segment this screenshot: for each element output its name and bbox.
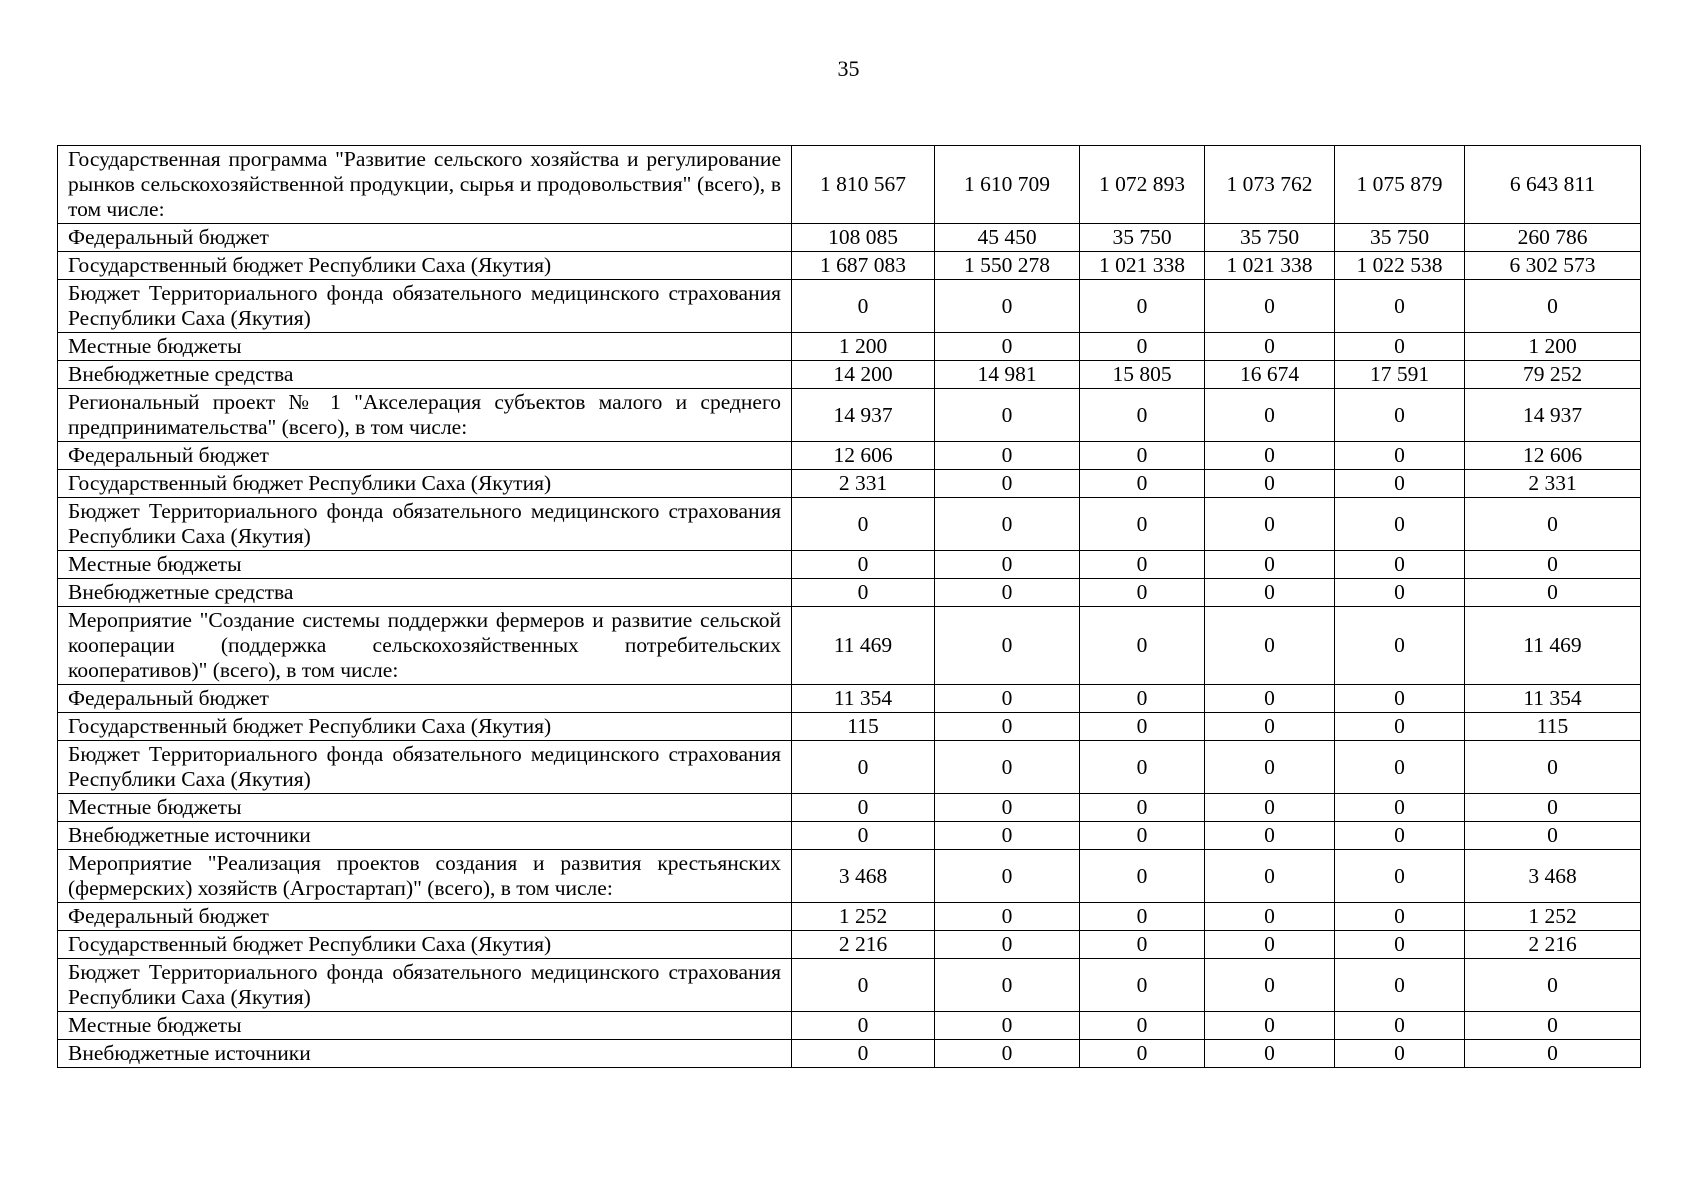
value-cell: 0 xyxy=(1080,333,1205,361)
value-cell: 0 xyxy=(1080,607,1205,685)
value-cell: 0 xyxy=(1335,903,1465,931)
value-cell: 0 xyxy=(935,794,1080,822)
value-cell: 0 xyxy=(792,551,935,579)
value-cell: 0 xyxy=(935,280,1080,333)
table-row xyxy=(58,794,1641,822)
value-cell: 0 xyxy=(935,1012,1080,1040)
page-number: 35 xyxy=(837,56,860,81)
row-label: Государственный бюджет Республики Саха (Якутия) xyxy=(58,931,792,959)
value-cell: 16 674 xyxy=(1205,361,1335,389)
value-cell: 12 606 xyxy=(792,442,935,470)
value-cell: 6 643 811 xyxy=(1465,146,1641,224)
table-row xyxy=(58,579,1641,607)
value-cell: 0 xyxy=(1080,741,1205,794)
value-cell: 35 750 xyxy=(1080,224,1205,252)
value-cell: 0 xyxy=(1080,850,1205,903)
value-cell: 0 xyxy=(1465,579,1641,607)
value-cell: 0 xyxy=(1205,850,1335,903)
value-cell: 0 xyxy=(935,741,1080,794)
value-cell: 3 468 xyxy=(792,850,935,903)
value-cell: 6 302 573 xyxy=(1465,252,1641,280)
value-cell: 0 xyxy=(1465,822,1641,850)
value-cell: 0 xyxy=(1205,931,1335,959)
row-label: Внебюджетные средства xyxy=(58,361,792,389)
value-cell: 45 450 xyxy=(935,224,1080,252)
value-cell: 0 xyxy=(792,822,935,850)
value-cell: 0 xyxy=(1465,741,1641,794)
row-label: Государственный бюджет Республики Саха (Якутия) xyxy=(58,470,792,498)
row-label: Бюджет Территориального фонда обязательного медицинского страхования Республики Саха (Якутия) xyxy=(58,498,792,551)
value-cell: 0 xyxy=(1335,850,1465,903)
value-cell: 0 xyxy=(1080,442,1205,470)
value-cell: 12 606 xyxy=(1465,442,1641,470)
value-cell: 2 331 xyxy=(792,470,935,498)
row-label: Внебюджетные источники xyxy=(58,1040,792,1068)
value-cell: 11 354 xyxy=(1465,685,1641,713)
value-cell: 0 xyxy=(1335,607,1465,685)
value-cell: 0 xyxy=(792,280,935,333)
value-cell: 0 xyxy=(1080,551,1205,579)
value-cell: 1 021 338 xyxy=(1205,252,1335,280)
value-cell: 0 xyxy=(1080,685,1205,713)
value-cell: 0 xyxy=(1205,1012,1335,1040)
value-cell: 0 xyxy=(1335,959,1465,1012)
value-cell: 0 xyxy=(792,1012,935,1040)
value-cell: 1 072 893 xyxy=(1080,146,1205,224)
value-cell: 14 937 xyxy=(792,389,935,442)
value-cell: 0 xyxy=(792,794,935,822)
value-cell: 0 xyxy=(1205,741,1335,794)
table-row xyxy=(58,607,1641,685)
value-cell: 0 xyxy=(1080,470,1205,498)
value-cell: 11 469 xyxy=(792,607,935,685)
value-cell: 0 xyxy=(792,1040,935,1068)
value-cell: 0 xyxy=(1080,931,1205,959)
value-cell: 0 xyxy=(935,931,1080,959)
value-cell: 0 xyxy=(1335,931,1465,959)
value-cell: 0 xyxy=(1335,333,1465,361)
value-cell: 1 687 083 xyxy=(792,252,935,280)
value-cell: 0 xyxy=(1205,280,1335,333)
table-row xyxy=(58,224,1641,252)
value-cell: 0 xyxy=(1335,470,1465,498)
value-cell: 11 354 xyxy=(792,685,935,713)
value-cell: 0 xyxy=(935,498,1080,551)
value-cell: 0 xyxy=(1205,498,1335,551)
value-cell: 0 xyxy=(1465,1040,1641,1068)
value-cell: 0 xyxy=(1080,713,1205,741)
row-label: Региональный проект № 1 "Акселерация субъектов малого и среднего предпринимательства" (всего), в том числе: xyxy=(58,389,792,442)
value-cell: 0 xyxy=(1080,959,1205,1012)
table-row xyxy=(58,361,1641,389)
value-cell: 1 550 278 xyxy=(935,252,1080,280)
table-row xyxy=(58,741,1641,794)
value-cell: 0 xyxy=(792,959,935,1012)
value-cell: 0 xyxy=(935,685,1080,713)
table-row xyxy=(58,850,1641,903)
table-row xyxy=(58,333,1641,361)
value-cell: 35 750 xyxy=(1335,224,1465,252)
value-cell: 115 xyxy=(1465,713,1641,741)
value-cell: 1 810 567 xyxy=(792,146,935,224)
value-cell: 0 xyxy=(935,551,1080,579)
table-row xyxy=(58,498,1641,551)
value-cell: 0 xyxy=(1335,741,1465,794)
value-cell: 2 216 xyxy=(1465,931,1641,959)
row-label: Местные бюджеты xyxy=(58,1012,792,1040)
row-label: Внебюджетные источники xyxy=(58,822,792,850)
value-cell: 0 xyxy=(1205,713,1335,741)
table-row xyxy=(58,389,1641,442)
value-cell: 0 xyxy=(935,333,1080,361)
value-cell: 0 xyxy=(1335,1040,1465,1068)
value-cell: 0 xyxy=(1080,498,1205,551)
value-cell: 1 252 xyxy=(1465,903,1641,931)
value-cell: 0 xyxy=(1080,1040,1205,1068)
value-cell: 0 xyxy=(1335,498,1465,551)
value-cell: 1 200 xyxy=(792,333,935,361)
value-cell: 3 468 xyxy=(1465,850,1641,903)
value-cell: 0 xyxy=(1465,794,1641,822)
row-label: Бюджет Территориального фонда обязательного медицинского страхования Республики Саха (Якутия) xyxy=(58,959,792,1012)
value-cell: 0 xyxy=(1465,959,1641,1012)
row-label: Местные бюджеты xyxy=(58,794,792,822)
table-row xyxy=(58,903,1641,931)
row-label: Мероприятие "Реализация проектов создания и развития крестьянских (фермерских) хозяйств (Агростартап)" (всего), в том числе: xyxy=(58,850,792,903)
value-cell: 260 786 xyxy=(1465,224,1641,252)
value-cell: 1 610 709 xyxy=(935,146,1080,224)
row-label: Мероприятие "Создание системы поддержки фермеров и развитие сельской кооперации (поддержка сельскохозяйственных потребительских кооперативов)" (всего), в том числе: xyxy=(58,607,792,685)
value-cell: 0 xyxy=(1335,822,1465,850)
value-cell: 0 xyxy=(1080,1012,1205,1040)
value-cell: 0 xyxy=(935,607,1080,685)
row-label: Государственный бюджет Республики Саха (Якутия) xyxy=(58,252,792,280)
value-cell: 1 022 538 xyxy=(1335,252,1465,280)
row-label: Государственный бюджет Республики Саха (Якутия) xyxy=(58,713,792,741)
value-cell: 0 xyxy=(1205,607,1335,685)
budget-table xyxy=(57,145,1641,1068)
value-cell: 0 xyxy=(1335,389,1465,442)
value-cell: 0 xyxy=(1205,822,1335,850)
value-cell: 79 252 xyxy=(1465,361,1641,389)
table-row xyxy=(58,685,1641,713)
value-cell: 0 xyxy=(1080,280,1205,333)
row-label: Федеральный бюджет xyxy=(58,442,792,470)
table-row xyxy=(58,822,1641,850)
table-row xyxy=(58,146,1641,224)
value-cell: 0 xyxy=(792,579,935,607)
value-cell: 0 xyxy=(1205,685,1335,713)
value-cell: 1 200 xyxy=(1465,333,1641,361)
value-cell: 0 xyxy=(935,1040,1080,1068)
table-row xyxy=(58,931,1641,959)
value-cell: 0 xyxy=(1205,794,1335,822)
table-row xyxy=(58,713,1641,741)
value-cell: 0 xyxy=(1205,333,1335,361)
value-cell: 0 xyxy=(792,741,935,794)
table-row xyxy=(58,1040,1641,1068)
value-cell: 15 805 xyxy=(1080,361,1205,389)
value-cell: 0 xyxy=(1335,442,1465,470)
value-cell: 2 331 xyxy=(1465,470,1641,498)
value-cell: 0 xyxy=(1465,1012,1641,1040)
row-label: Федеральный бюджет xyxy=(58,903,792,931)
value-cell: 0 xyxy=(1205,959,1335,1012)
value-cell: 17 591 xyxy=(1335,361,1465,389)
value-cell: 2 216 xyxy=(792,931,935,959)
value-cell: 0 xyxy=(935,903,1080,931)
value-cell: 0 xyxy=(1465,498,1641,551)
table-row xyxy=(58,280,1641,333)
value-cell: 115 xyxy=(792,713,935,741)
value-cell: 1 252 xyxy=(792,903,935,931)
value-cell: 0 xyxy=(1205,1040,1335,1068)
value-cell: 0 xyxy=(1205,903,1335,931)
row-label: Государственная программа "Развитие сельского хозяйства и регулирование рынков сельскохозяйственной продукции, сырья и продовольствия" (всего), в том числе: xyxy=(58,146,792,224)
value-cell: 14 200 xyxy=(792,361,935,389)
value-cell: 0 xyxy=(1205,579,1335,607)
value-cell: 0 xyxy=(935,470,1080,498)
row-label: Бюджет Территориального фонда обязательного медицинского страхования Республики Саха (Якутия) xyxy=(58,280,792,333)
value-cell: 0 xyxy=(792,498,935,551)
value-cell: 0 xyxy=(935,579,1080,607)
row-label: Федеральный бюджет xyxy=(58,224,792,252)
value-cell: 14 937 xyxy=(1465,389,1641,442)
value-cell: 0 xyxy=(1205,470,1335,498)
value-cell: 0 xyxy=(1335,1012,1465,1040)
table-row xyxy=(58,1012,1641,1040)
value-cell: 0 xyxy=(1335,551,1465,579)
budget-table-body xyxy=(58,146,1641,1068)
value-cell: 0 xyxy=(1080,822,1205,850)
row-label: Бюджет Территориального фонда обязательного медицинского страхования Республики Саха (Якутия) xyxy=(58,741,792,794)
value-cell: 0 xyxy=(1335,794,1465,822)
row-label: Местные бюджеты xyxy=(58,333,792,361)
value-cell: 0 xyxy=(1080,389,1205,442)
value-cell: 0 xyxy=(1335,579,1465,607)
table-row xyxy=(58,442,1641,470)
value-cell: 108 085 xyxy=(792,224,935,252)
value-cell: 0 xyxy=(1465,280,1641,333)
value-cell: 0 xyxy=(935,822,1080,850)
value-cell: 0 xyxy=(1335,713,1465,741)
row-label: Федеральный бюджет xyxy=(58,685,792,713)
value-cell: 0 xyxy=(1080,579,1205,607)
value-cell: 0 xyxy=(1205,389,1335,442)
value-cell: 0 xyxy=(1335,280,1465,333)
value-cell: 0 xyxy=(1205,442,1335,470)
value-cell: 0 xyxy=(1080,794,1205,822)
row-label: Внебюджетные средства xyxy=(58,579,792,607)
value-cell: 1 075 879 xyxy=(1335,146,1465,224)
value-cell: 11 469 xyxy=(1465,607,1641,685)
value-cell: 0 xyxy=(935,850,1080,903)
value-cell: 0 xyxy=(935,389,1080,442)
value-cell: 0 xyxy=(935,713,1080,741)
value-cell: 35 750 xyxy=(1205,224,1335,252)
table-row xyxy=(58,959,1641,1012)
value-cell: 1 073 762 xyxy=(1205,146,1335,224)
value-cell: 1 021 338 xyxy=(1080,252,1205,280)
row-label: Местные бюджеты xyxy=(58,551,792,579)
table-row xyxy=(58,470,1641,498)
value-cell: 0 xyxy=(935,442,1080,470)
value-cell: 0 xyxy=(1335,685,1465,713)
value-cell: 0 xyxy=(1205,551,1335,579)
value-cell: 0 xyxy=(1080,903,1205,931)
value-cell: 0 xyxy=(1465,551,1641,579)
table-row xyxy=(58,252,1641,280)
value-cell: 0 xyxy=(935,959,1080,1012)
table-row xyxy=(58,551,1641,579)
value-cell: 14 981 xyxy=(935,361,1080,389)
